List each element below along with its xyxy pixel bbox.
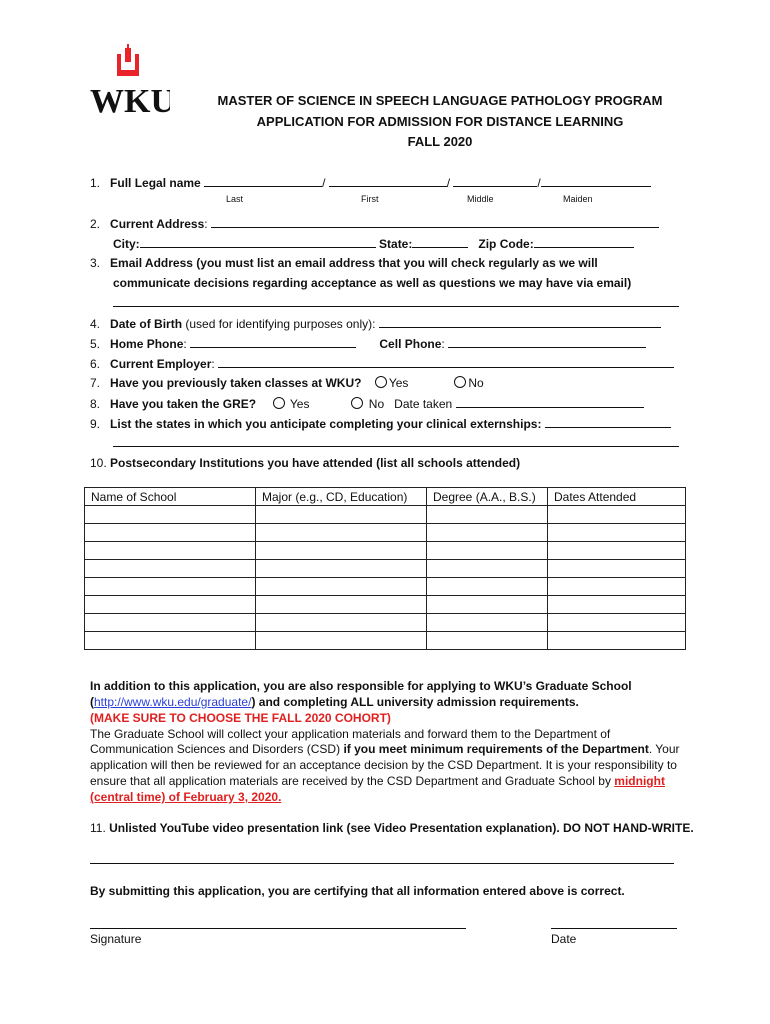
q10-institutions: 10. Postsecondary Institutions you have attended (list all schools attended) — [90, 456, 521, 470]
form-title: MASTER OF SCIENCE IN SPEECH LANGUAGE PATHOLOGY PROGRAM — [217, 93, 663, 108]
table-cell[interactable] — [548, 524, 686, 542]
table-row — [85, 560, 686, 578]
table-cell[interactable] — [256, 614, 427, 632]
table-cell[interactable] — [85, 542, 256, 560]
table-row — [85, 596, 686, 614]
q9-states: 9. List the states in which you anticipate completing your clinical externships: — [90, 416, 671, 431]
table-cell[interactable] — [548, 632, 686, 650]
email-field[interactable] — [113, 306, 679, 307]
q7-wku-classes: 7. Have you previously taken classes at WKU? Yes No — [90, 376, 484, 390]
notice-line-6: application will then be reviewed for an acceptance decision by the CSD Department. It is your responsibility to — [90, 758, 677, 772]
cohort-warning: (MAKE SURE TO CHOOSE THE FALL 2020 COHORT) — [90, 711, 391, 725]
table-row — [85, 524, 686, 542]
svg-text:WKU: WKU — [90, 83, 170, 119]
video-link-field[interactable] — [90, 863, 674, 864]
table-cell[interactable] — [427, 524, 548, 542]
middle-label: Middle — [467, 194, 494, 204]
signature-label: Signature — [90, 932, 142, 946]
q5-phone: 5. Home Phone: Cell Phone: — [90, 336, 646, 351]
notice-line-7: ensure that all application materials are received by the CSD Department and Graduate School by midnight — [90, 774, 665, 788]
table-cell[interactable] — [548, 578, 686, 596]
table-cell[interactable] — [85, 506, 256, 524]
table-row — [85, 632, 686, 650]
table-cell[interactable] — [427, 578, 548, 596]
table-cell[interactable] — [427, 506, 548, 524]
states-field-cont[interactable] — [113, 446, 679, 447]
home-phone-field[interactable] — [190, 336, 356, 348]
first-name-field[interactable] — [329, 175, 447, 187]
q8-gre: 8. Have you taken the GRE? Yes No Date taken — [90, 396, 644, 411]
middle-name-field[interactable] — [453, 175, 537, 187]
q3-email-cont: communicate decisions regarding acceptance as well as questions we may have via email) — [113, 276, 632, 290]
form-term: FALL 2020 — [407, 134, 473, 149]
table-cell[interactable] — [427, 614, 548, 632]
table-cell[interactable] — [256, 560, 427, 578]
city-field[interactable] — [140, 236, 376, 248]
gre-no-radio[interactable] — [351, 397, 363, 409]
wku-no-radio[interactable] — [454, 376, 466, 388]
col-header-school: Name of School — [85, 488, 256, 506]
institutions-table — [84, 487, 686, 650]
col-header-major: Major (e.g., CD, Education) — [256, 488, 427, 506]
wku-logo — [90, 44, 170, 122]
q3-email: 3. Email Address (you must list an email address that you will check regularly as we will — [90, 256, 598, 270]
q11-video: 11. Unlisted YouTube video presentation link (see Video Presentation explanation). DO NOT HAND-WRITE. — [90, 821, 694, 835]
q4-dob: 4. Date of Birth (used for identifying purposes only): — [90, 316, 661, 331]
table-cell[interactable] — [85, 524, 256, 542]
graduate-school-link[interactable]: http://www.wku.edu/graduate/ — [94, 695, 252, 709]
signature-field[interactable] — [90, 928, 466, 929]
col-header-degree: Degree (A.A., B.S.) — [427, 488, 548, 506]
notice-line-4: The Graduate School will collect your application materials and forward them to the Department of — [90, 727, 611, 741]
address-field[interactable] — [211, 216, 659, 228]
col-header-dates: Dates Attended — [548, 488, 686, 506]
last-name-field[interactable] — [204, 175, 322, 187]
table-cell[interactable] — [85, 578, 256, 596]
state-field[interactable] — [412, 236, 468, 248]
table-cell[interactable] — [256, 506, 427, 524]
table-cell[interactable] — [256, 578, 427, 596]
last-label: Last — [226, 194, 244, 204]
table-cell[interactable] — [256, 596, 427, 614]
date-label: Date — [551, 932, 577, 946]
table-cell[interactable] — [548, 506, 686, 524]
cell-phone-field[interactable] — [448, 336, 646, 348]
maiden-name-field[interactable] — [541, 175, 651, 187]
q1-full-name: 1. Full Legal name / / / — [90, 175, 651, 190]
q6-employer: 6. Current Employer: — [90, 356, 674, 371]
first-label: First — [361, 194, 379, 204]
city-state-zip: City: State: Zip Code: — [113, 236, 634, 251]
table-cell[interactable] — [548, 542, 686, 560]
deadline-date: (central time) of February 3, 2020. — [90, 790, 282, 804]
table-cell[interactable] — [427, 596, 548, 614]
table-cell[interactable] — [427, 542, 548, 560]
notice-line-2: (http://www.wku.edu/graduate/) and completing ALL university admission requirements. — [90, 695, 579, 709]
table-cell[interactable] — [85, 560, 256, 578]
table-row — [85, 542, 686, 560]
table-cell[interactable] — [256, 542, 427, 560]
table-cell[interactable] — [548, 614, 686, 632]
dob-field[interactable] — [379, 316, 661, 328]
table-cell[interactable] — [85, 596, 256, 614]
q2-address: 2. Current Address: — [90, 216, 659, 231]
maiden-label: Maiden — [563, 194, 593, 204]
notice-line-5: Communication Sciences and Disorders (CSD) if you meet minimum requirements of the Department. Your — [90, 742, 680, 756]
table-header-row — [85, 488, 686, 506]
form-subtitle: APPLICATION FOR ADMISSION FOR DISTANCE LEARNING — [256, 114, 624, 129]
wku-yes-radio[interactable] — [375, 376, 387, 388]
notice-line-1: In addition to this application, you are also responsible for applying to WKU’s Graduate School — [90, 679, 632, 693]
table-cell[interactable] — [548, 596, 686, 614]
gre-date-field[interactable] — [456, 396, 644, 408]
table-cell[interactable] — [256, 632, 427, 650]
table-cell[interactable] — [85, 632, 256, 650]
table-cell[interactable] — [427, 632, 548, 650]
zip-field[interactable] — [534, 236, 634, 248]
table-cell[interactable] — [256, 524, 427, 542]
employer-field[interactable] — [218, 356, 674, 368]
certification-statement: By submitting this application, you are certifying that all information entered above is correct. — [90, 884, 625, 898]
table-row — [85, 578, 686, 596]
table-cell[interactable] — [427, 560, 548, 578]
table-cell[interactable] — [548, 560, 686, 578]
date-field[interactable] — [551, 928, 677, 929]
states-field[interactable] — [545, 416, 671, 428]
gre-yes-radio[interactable] — [273, 397, 285, 409]
deadline: midnight — [614, 774, 665, 788]
table-row — [85, 506, 686, 524]
table-cell[interactable] — [85, 614, 256, 632]
table-row — [85, 614, 686, 632]
